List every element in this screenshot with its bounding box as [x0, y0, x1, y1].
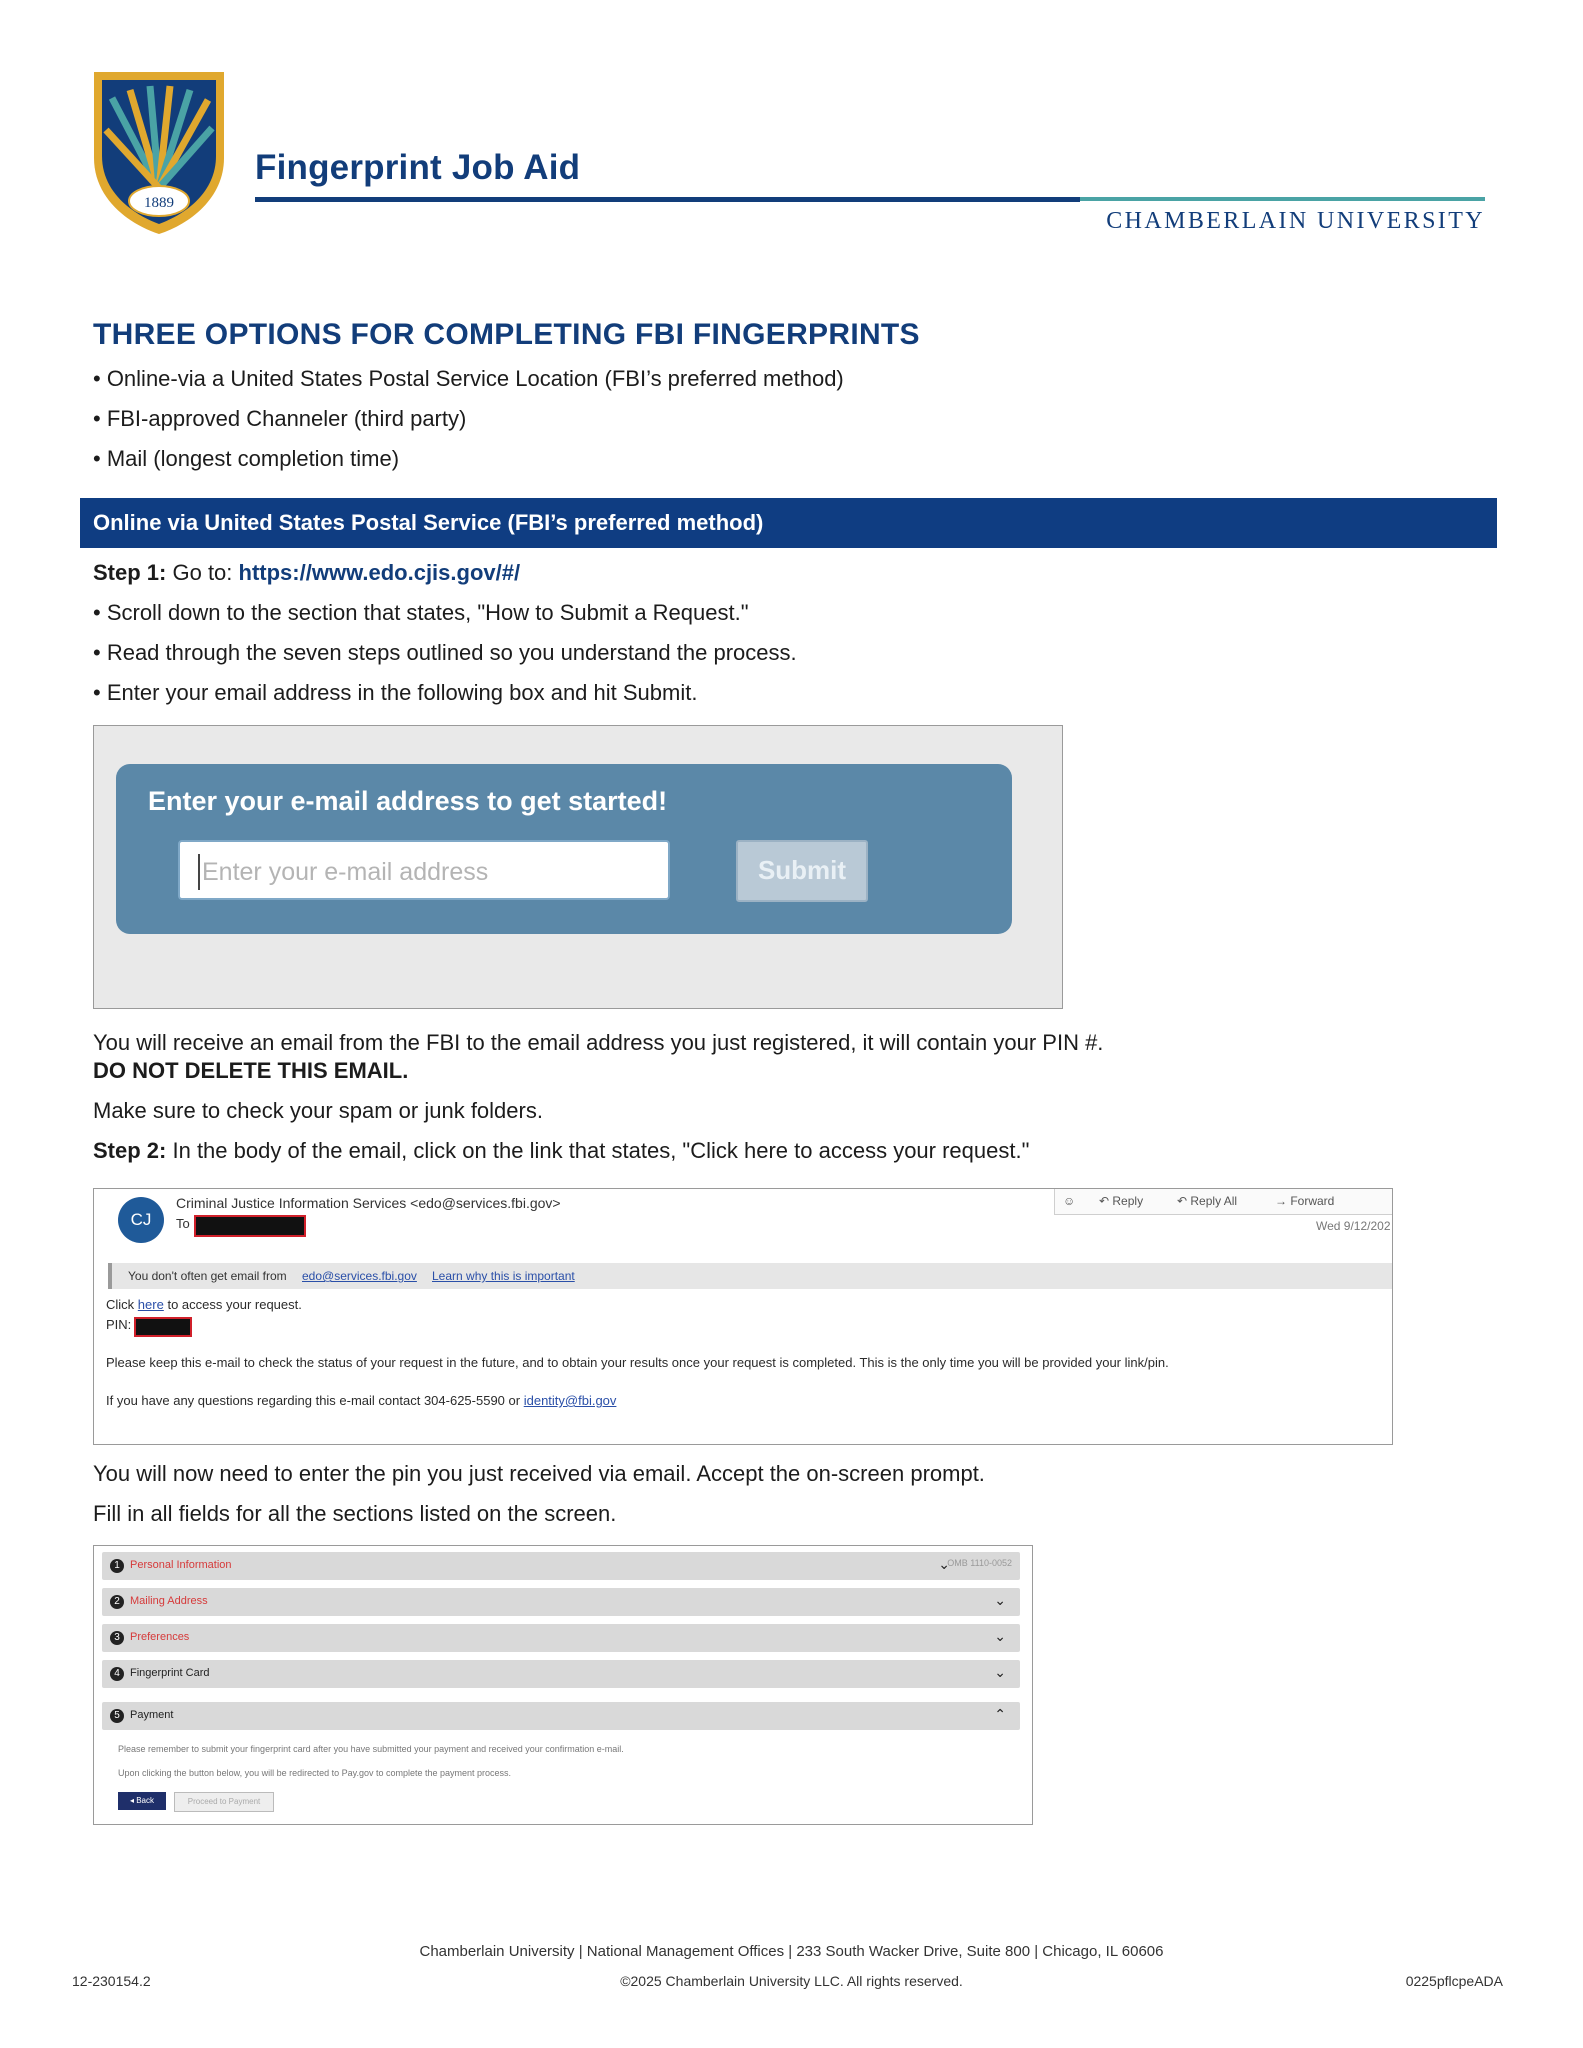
forward-button[interactable]: → Forward — [1275, 1194, 1335, 1208]
edo-link[interactable]: https://www.edo.cjis.gov/#/ — [238, 560, 521, 585]
section-label: Payment — [130, 1709, 174, 1721]
to-label: To — [176, 1216, 190, 1231]
chevron-down-icon: ⌄ — [938, 1556, 950, 1572]
payment-redirect-note: Upon clicking the button below, you will be redirected to Pay.gov to complete the payment process. — [118, 1768, 512, 1778]
step1-bullet: • Read through the seven steps outlined so you understand the process. — [93, 640, 797, 665]
sender-avatar: CJ — [118, 1197, 164, 1243]
spam-note: Make sure to check your spam or junk folders. — [93, 1098, 543, 1123]
step1-line — [93, 560, 520, 586]
section-number: 5 — [110, 1709, 124, 1723]
warning-text: DO NOT DELETE THIS EMAIL. — [93, 1058, 409, 1083]
sender-line: Criminal Justice Information Services <edo@services.fbi.gov> — [176, 1195, 561, 1211]
email-entry-panel — [116, 764, 1012, 934]
learn-why-link[interactable]: Learn why this is important — [432, 1269, 575, 1283]
step1-bullet: • Scroll down to the section that states, "How to Submit a Request." — [93, 600, 749, 625]
svg-text:1889: 1889 — [144, 195, 174, 211]
option-item: • Online-via a United States Postal Service Location (FBI’s preferred method) — [93, 366, 844, 391]
chamberlain-shield-logo — [90, 68, 228, 238]
notice-email-link[interactable]: edo@services.fbi.gov — [302, 1269, 417, 1283]
step2-text: In the body of the email, click on the link that states, "Click here to access your request." — [172, 1138, 1030, 1163]
section-number: 2 — [110, 1595, 124, 1609]
section-header-bar — [80, 498, 1497, 548]
section-label: Fingerprint Card — [130, 1667, 210, 1679]
keep-email-text: Please keep this e-mail to check the status of your request in the future, and to obtain your results once your request is completed. This is the only time you will be provided your link/pin. — [106, 1355, 1169, 1370]
submit-button[interactable]: Submit — [736, 840, 868, 902]
sender-notice — [108, 1263, 1393, 1289]
fbi-email-screenshot — [93, 1188, 1393, 1445]
chevron-down-icon: ⌄ — [994, 1664, 1006, 1680]
form-section-row[interactable] — [102, 1588, 1020, 1616]
section-label: Preferences — [130, 1631, 190, 1643]
step1-text: Go to: — [172, 560, 233, 585]
chevron-up-icon: ⌃ — [994, 1706, 1006, 1722]
step2-label: Step 2: — [93, 1138, 167, 1163]
notice-prefix: You don't often get email from — [128, 1269, 287, 1283]
footer-doc-id: 12-230154.2 — [72, 1973, 151, 1989]
questions-text: If you have any questions regarding this e-mail contact 304-625-5590 or — [106, 1393, 521, 1408]
section-label: Mailing Address — [130, 1595, 208, 1607]
title-rule — [255, 197, 1080, 202]
email-input[interactable] — [178, 840, 670, 900]
option-item: • FBI-approved Channeler (third party) — [93, 406, 467, 431]
step1-label: Step 1: — [93, 560, 167, 585]
reply-button[interactable]: ↶ Reply — [1099, 1194, 1144, 1208]
proceed-to-payment-button[interactable]: Proceed to Payment — [174, 1792, 274, 1812]
footer-address: Chamberlain University | National Management Offices | 233 South Wacker Drive, Suite 800 | Chicago, IL 60606 — [419, 1943, 1164, 1960]
university-wordmark: CHAMBERLAIN UNIVERSITY — [1106, 208, 1485, 234]
section-label: Personal Information — [130, 1559, 232, 1571]
redacted-pin — [134, 1317, 192, 1337]
after-step1-text: You will receive an email from the FBI to the email address you just registered, it will contain your PIN #. — [93, 1030, 1104, 1055]
click-here-link[interactable]: here — [137, 1297, 164, 1312]
document-title: Fingerprint Job Aid — [255, 148, 581, 187]
step1-bullet: • Enter your email address in the following box and hit Submit. — [93, 680, 698, 705]
back-button[interactable]: ◂ Back — [118, 1792, 166, 1810]
email-placeholder: Enter your e-mail address — [202, 858, 489, 886]
email-actions — [1054, 1188, 1393, 1215]
title-rule-accent — [1080, 197, 1485, 201]
click-here-line — [106, 1297, 302, 1312]
omb-number: OMB 1110-0052 — [947, 1558, 1012, 1568]
email-date: Wed 9/12/202 — [1316, 1219, 1391, 1233]
reply-all-button[interactable]: ↶ Reply All — [1177, 1194, 1238, 1208]
step2-line — [93, 1138, 1029, 1164]
form-section-row[interactable] — [102, 1702, 1020, 1730]
options-heading: THREE OPTIONS FOR COMPLETING FBI FINGERPRINTS — [93, 318, 920, 351]
section-number: 4 — [110, 1667, 124, 1681]
footer-copyright: ©2025 Chamberlain University LLC. All rights reserved. — [620, 1973, 963, 1989]
chevron-down-icon: ⌄ — [994, 1592, 1006, 1608]
application-form-screenshot — [93, 1545, 1033, 1825]
chevron-down-icon: ⌄ — [994, 1628, 1006, 1644]
email-prompt: Enter your e-mail address to get started! — [148, 786, 668, 816]
questions-line — [106, 1393, 616, 1408]
section-title: Online via United States Postal Service (FBI’s preferred method) — [93, 510, 764, 535]
form-section-row[interactable] — [102, 1660, 1020, 1688]
payment-note: Please remember to submit your fingerprint card after you have submitted your payment and received your confirmation e-mail. — [118, 1744, 624, 1754]
option-item: • Mail (longest completion time) — [93, 446, 400, 471]
fill-fields-text: Fill in all fields for all the sections listed on the screen. — [93, 1501, 617, 1526]
identity-email-link[interactable]: identity@fbi.gov — [523, 1393, 617, 1408]
after-step2-text: You will now need to enter the pin you just received via email. Accept the on-screen prompt. — [93, 1461, 985, 1486]
click-suffix: to access your request. — [167, 1297, 302, 1312]
redacted-recipient — [194, 1215, 306, 1237]
form-section-row[interactable] — [102, 1552, 1020, 1580]
pin-label: PIN: — [106, 1317, 132, 1332]
emoji-icon[interactable]: ☺ — [1063, 1194, 1076, 1208]
section-number: 3 — [110, 1631, 124, 1645]
click-prefix: Click — [106, 1297, 135, 1312]
email-entry-screenshot — [93, 725, 1063, 1009]
text-caret — [198, 854, 200, 890]
footer-code: 0225pflcpeADA — [1405, 1973, 1503, 1989]
form-section-row[interactable] — [102, 1624, 1020, 1652]
section-number: 1 — [110, 1559, 124, 1573]
